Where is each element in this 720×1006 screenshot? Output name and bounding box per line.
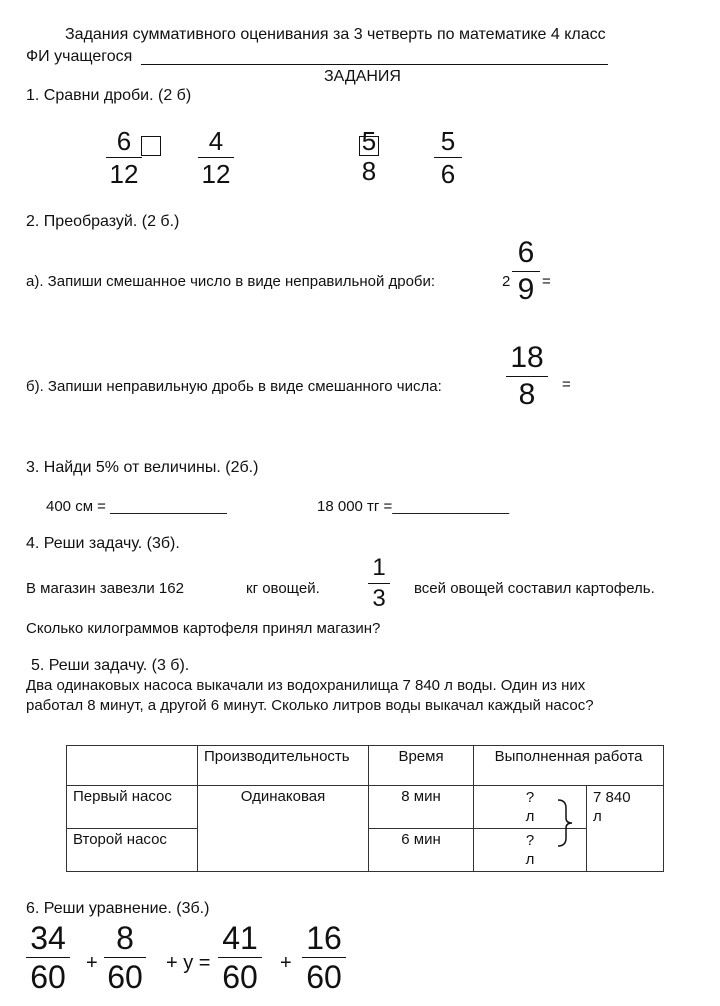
task4-fraction — [368, 556, 390, 611]
task1-fraction-b — [198, 128, 234, 187]
page-title: Задания суммативного оценивания за 3 четверть по математике 4 класс — [65, 26, 606, 43]
student-name-label: ФИ учащегося — [26, 48, 133, 65]
task6-f4-denominator: 60 — [306, 959, 342, 995]
task6-plus-1: + — [86, 952, 98, 974]
section-title: ЗАДАНИЯ — [324, 68, 401, 85]
task3-item-2[interactable]: 18 000 тг =______________ — [317, 498, 510, 515]
table-total-cell — [587, 786, 664, 872]
table-work1-unit: л — [525, 808, 535, 825]
task2a-whole: 2 — [502, 273, 511, 290]
task2b-fraction — [506, 343, 548, 410]
table-work2-question: ? — [525, 832, 535, 849]
task1-compare-box-1[interactable] — [141, 136, 161, 156]
task2a-numerator: 6 — [517, 236, 535, 269]
task4-heading: 4. Реши задачу. (3б). — [26, 535, 180, 552]
task2a-text: а). Запиши смешанное число в виде неправильной дроби: — [26, 273, 436, 290]
task3-item-1[interactable]: 400 см = ______________ — [46, 498, 227, 515]
table-header-empty — [67, 746, 198, 786]
table-total-value: 7 840 — [593, 789, 631, 806]
task2-heading: 2. Преобразуй. (2 б.) — [26, 213, 180, 230]
task4-denominator: 3 — [372, 585, 386, 612]
task6-heading: 6. Реши уравнение. (3б.) — [26, 900, 210, 917]
task1-fraction-b-numerator: 4 — [208, 126, 224, 156]
task2b-text: б). Запиши неправильную дробь в виде смешанного числа: — [26, 378, 442, 395]
table-work1-question: ? — [525, 789, 535, 806]
task1-fraction-d — [434, 128, 462, 187]
task4-question: Сколько килограммов картофеля принял магазин? — [26, 620, 381, 637]
table-work2-unit: л — [525, 851, 535, 868]
table-header-time: Время — [369, 746, 474, 786]
task6-fraction-2 — [104, 922, 146, 993]
task6-f1-denominator: 60 — [30, 959, 66, 995]
table-time2-cell: 6 мин — [369, 829, 474, 872]
task4-text-part2: кг овощей. — [246, 580, 320, 597]
task6-f2-numerator: 8 — [116, 920, 134, 956]
task4-numerator: 1 — [372, 554, 386, 581]
task1-heading: 1. Сравни дроби. (2 б) — [26, 87, 192, 104]
task6-f1-numerator: 34 — [30, 920, 66, 956]
task6-f4-numerator: 16 — [306, 920, 342, 956]
task4-text-part3: всей овощей составил картофель. — [414, 580, 655, 597]
task1-fraction-d-numerator: 5 — [440, 126, 456, 156]
table-time1-cell: 8 мин — [369, 786, 474, 829]
task6-fraction-3 — [218, 922, 262, 993]
task1-fraction-c-denominator: 8 — [361, 156, 377, 186]
table-header-productivity: Производительность — [198, 746, 369, 786]
table-productivity-cell: Одинаковая — [198, 786, 369, 872]
task3-heading: 3. Найди 5% от величины. (2б.) — [26, 459, 259, 476]
task2a-equals: = — [542, 273, 551, 290]
task6-fraction-1 — [26, 922, 70, 993]
task6-f3-numerator: 41 — [222, 920, 258, 956]
task1-fraction-a-numerator: 6 — [116, 126, 132, 156]
task1-fraction-a — [106, 128, 142, 187]
table-row2-label: Второй насос — [67, 829, 198, 872]
table-row1-label: Первый насос — [67, 786, 198, 829]
task2a-denominator: 9 — [517, 273, 535, 306]
task6-plus-2: + — [280, 952, 292, 974]
task1-fraction-b-denominator: 12 — [201, 159, 231, 189]
task4-text-part1: В магазин завезли 162 — [26, 580, 184, 597]
task6-f2-denominator: 60 — [107, 959, 143, 995]
task5-heading: 5. Реши задачу. (3 б). — [31, 657, 190, 674]
task2b-equals: = — [562, 376, 571, 393]
task2b-denominator: 8 — [518, 378, 536, 411]
task1-compare-box-2[interactable] — [359, 136, 379, 156]
table-total-unit: л — [593, 808, 602, 825]
task1-fraction-c-numerator: 5 — [361, 126, 377, 156]
task2b-numerator: 18 — [510, 341, 544, 374]
task2a-fraction — [512, 238, 540, 305]
student-name-line[interactable] — [141, 64, 608, 65]
task1-fraction-d-denominator: 6 — [440, 159, 456, 189]
task6-middle: + у = — [166, 952, 211, 974]
task5-text-line1: Два одинаковых насоса выкачали из водохранилища 7 840 л воды. Один из них — [26, 677, 586, 694]
curly-brace-icon — [556, 798, 576, 848]
task1-fraction-a-denominator: 12 — [109, 159, 139, 189]
task6-f3-denominator: 60 — [222, 959, 258, 995]
table-header-work: Выполненная работа — [474, 746, 664, 786]
task6-fraction-4 — [302, 922, 346, 993]
task5-text-line2: работал 8 минут, а другой 6 минут. Сколько литров воды выкачал каждый насос? — [26, 697, 594, 714]
